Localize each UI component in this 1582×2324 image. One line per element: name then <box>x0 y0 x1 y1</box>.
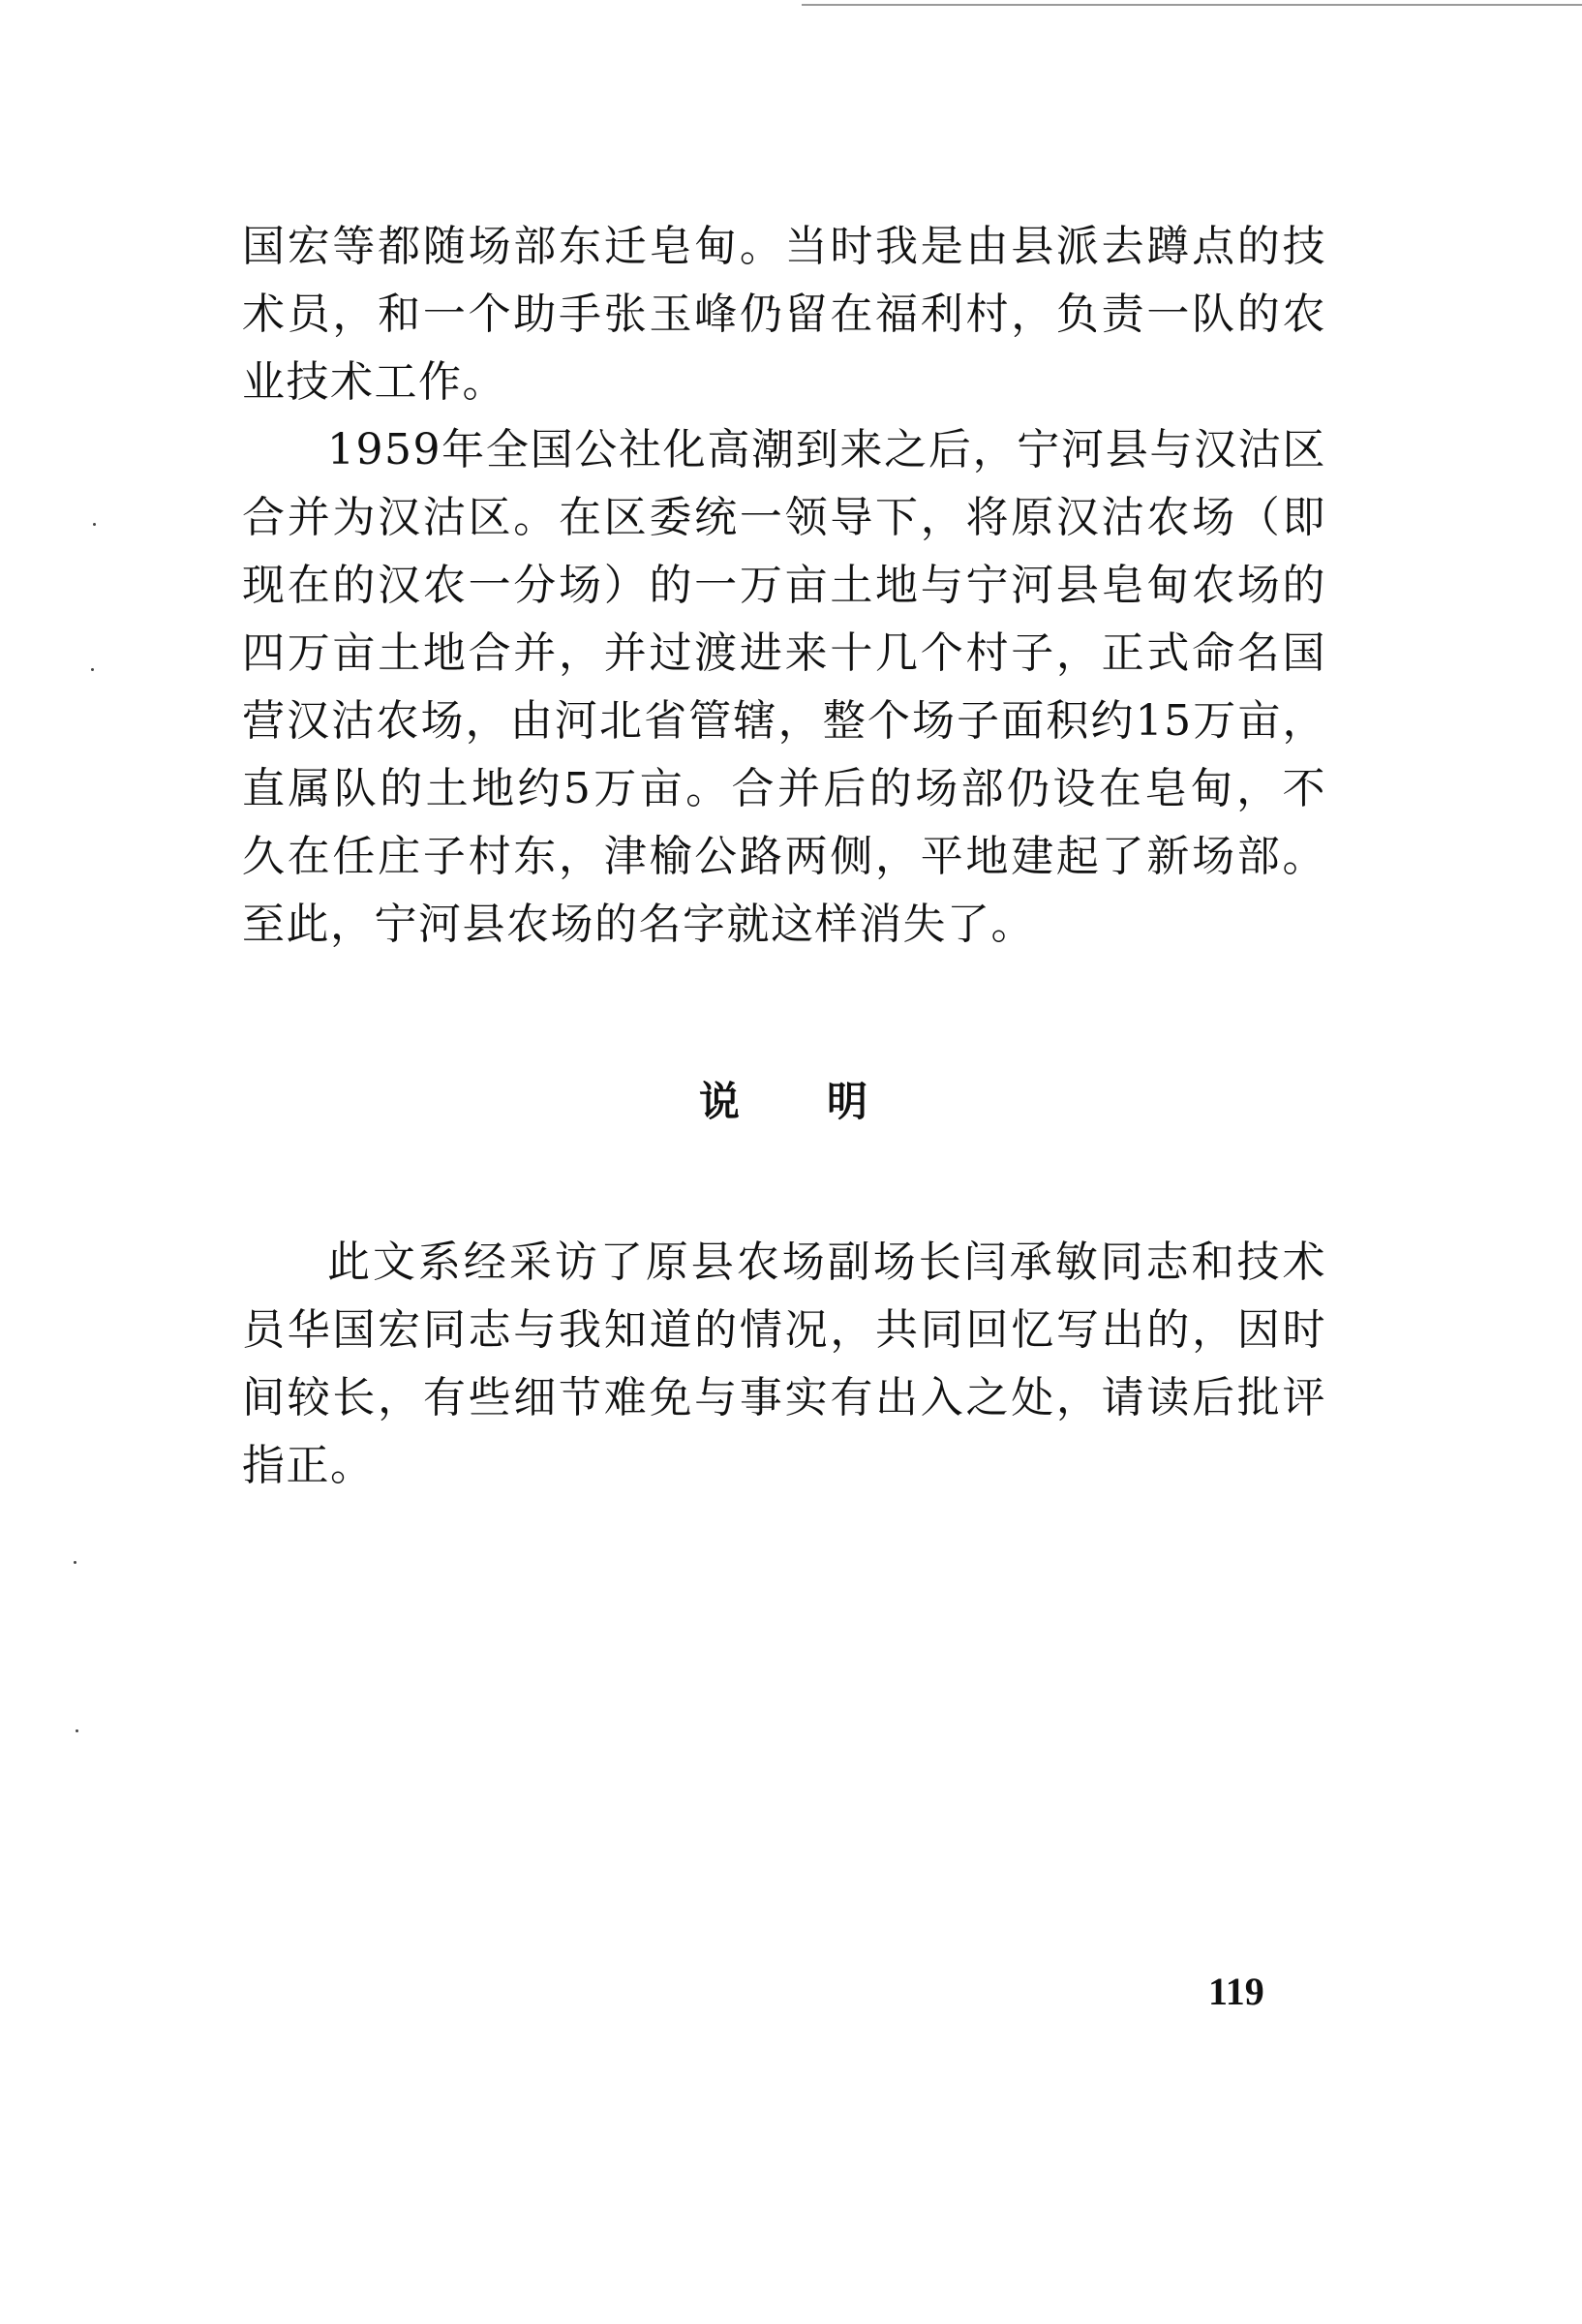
scan-speck <box>93 523 96 526</box>
scan-speck <box>91 668 94 671</box>
scan-speck <box>74 1561 76 1564</box>
page-body <box>242 213 1326 1500</box>
section-title-char-1: 说 <box>698 1078 742 1125</box>
explanatory-note: 此文系经采访了原县农场副场长闫承敏同志和技术员华国宏同志与我知道的情况，共同回忆写出的，因时间较长，有些细节难免与事实有出入之处，请读后批评指正。 <box>242 1238 1326 1490</box>
top-rule <box>802 4 1582 6</box>
section-title-char-2: 明 <box>827 1078 870 1125</box>
page-number: 119 <box>1208 1970 1264 2013</box>
paragraph-1959-merger: 1959年全国公社化高潮到来之后，宁河县与汉沽区合并为汉沽区。在区委统一领导下，将原汉沽农场（即现在的汉农一分场）的一万亩土地与宁河县皂甸农场的四万亩土地合并，并过渡进来十几个村子，正式命名国营汉沽农场，由河北省管辖，整个场子面积约15万亩，直属队的土地约5万亩。合并后的场部仍设在皂甸，不久在任庄子村东，津榆公路两侧，平地建起了新场部。至此，宁河县农场的名字就这样消失了。 <box>242 425 1326 949</box>
paragraph-continued: 国宏等都随场部东迁皂甸。当时我是由县派去蹲点的技术员，和一个助手张玉峰仍留在福利村，负责一队的农业技术工作。 <box>242 222 1326 407</box>
section-title <box>242 1073 1326 1131</box>
scan-speck <box>76 1729 78 1732</box>
